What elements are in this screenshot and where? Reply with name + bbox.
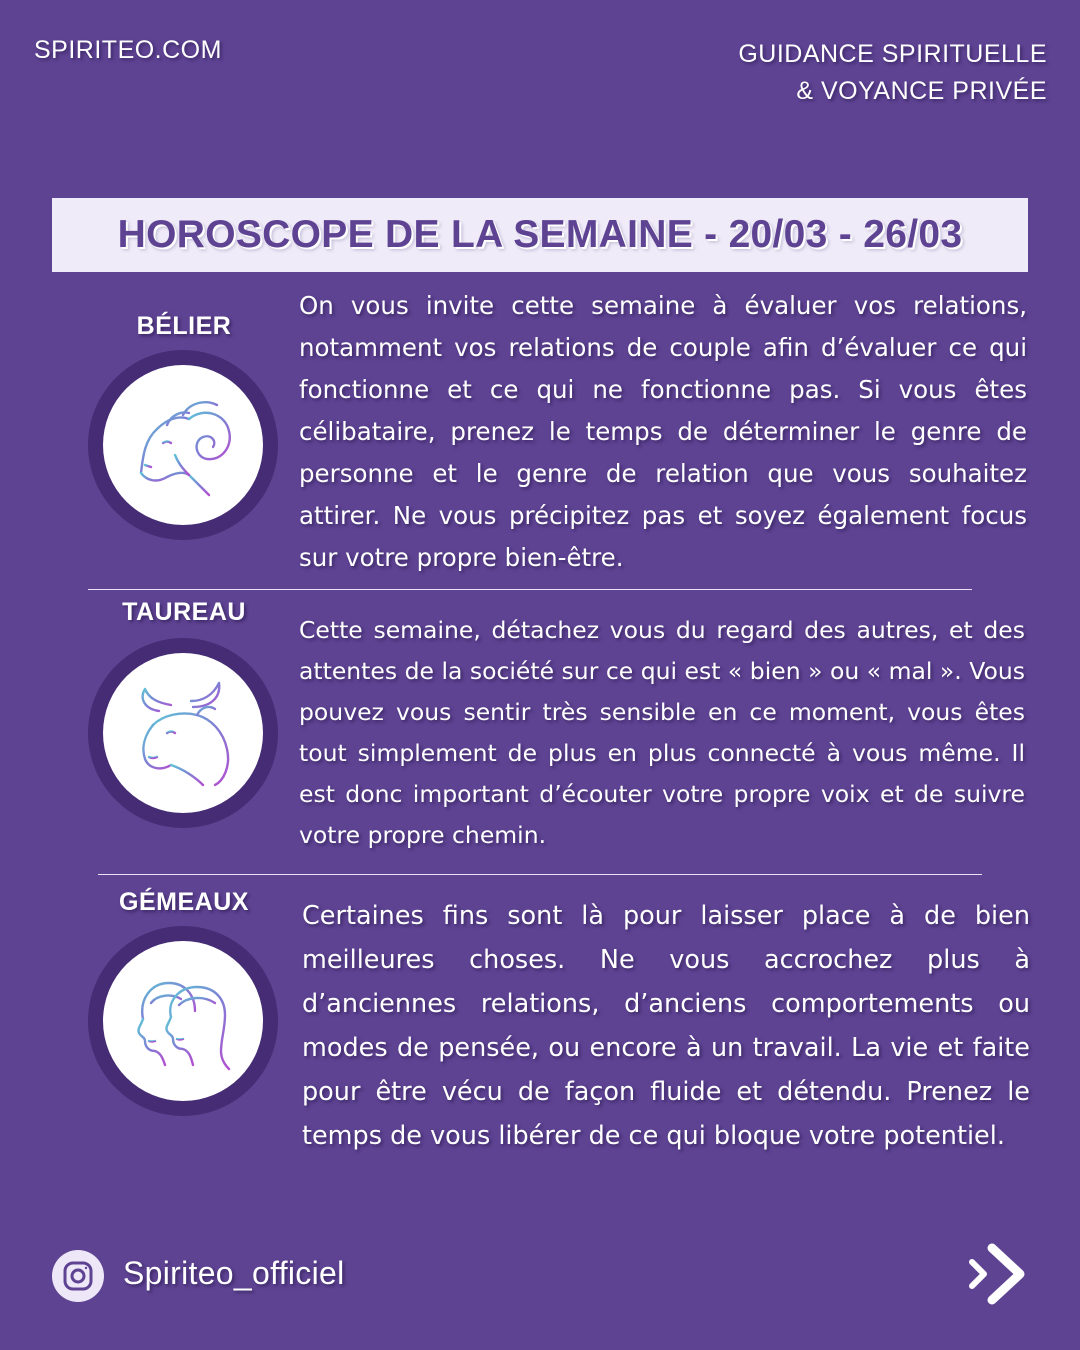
bull-icon: [123, 673, 243, 793]
tagline: [738, 36, 1047, 110]
tagline-line-2: & VOYANCE PRIVÉE: [796, 77, 1047, 105]
sign-medallion-taureau: [88, 638, 278, 828]
sign-medallion-belier: [88, 350, 278, 540]
ram-icon: [123, 385, 243, 505]
page-title: HOROSCOPE DE LA SEMAINE - 20/03 - 26/03: [117, 213, 963, 256]
instagram-handle[interactable]: Spiriteo_officiel: [123, 1255, 345, 1291]
sign-name-belier: BÉLIER: [136, 312, 232, 340]
divider: [98, 874, 982, 875]
double-chevron-right-icon[interactable]: [964, 1240, 1034, 1310]
sign-text-gemeaux: Certaines fins sont là pour laisser place à de bien meilleures choses. Ne vous accrochez plus à d’anciennes relations, d’anciens comportements ou modes de pensée, ou encore à un travail. La vie et faite pour être vécu de façon fluide et détendu. Prenez le temps de vous libérer de ce qui bloque votre potentiel.: [302, 901, 1030, 1151]
sign-name-taureau: TAUREAU: [122, 598, 246, 626]
divider: [88, 589, 972, 590]
sign-medallion-gemeaux: [88, 926, 278, 1116]
sign-name-gemeaux: GÉMEAUX: [119, 888, 249, 916]
tagline-line-1: GUIDANCE SPIRITUELLE: [738, 40, 1047, 68]
brand-name: SPIRITEO.COM: [34, 36, 222, 64]
title-banner: [52, 198, 1028, 272]
sign-text-taureau: Cette semaine, détachez vous du regard des autres, et des attentes de la société sur ce qui est « bien » ou « mal ». Vous pouvez vous sentir très sensible en ce moment, vous êtes tout simplement de plus en plus connecté à vous même. Il est donc important d’écouter votre propre voix et de suivre votre propre chemin.: [299, 616, 1025, 849]
instagram-icon: [61, 1259, 95, 1293]
twins-icon: [121, 959, 245, 1083]
instagram-button[interactable]: [52, 1250, 104, 1302]
sign-text-belier: On vous invite cette semaine à évaluer vos relations, notamment vos relations de couple afin d’évaluer ce qui fonctionne et ce qui ne fonctionne pas. Si vous êtes célibataire, prenez le temps de déterminer le genre de personne et le genre de relation que vous souhaitez attirer. Ne vous précipitez pas et soyez également focus sur votre propre bien-être.: [299, 291, 1027, 572]
